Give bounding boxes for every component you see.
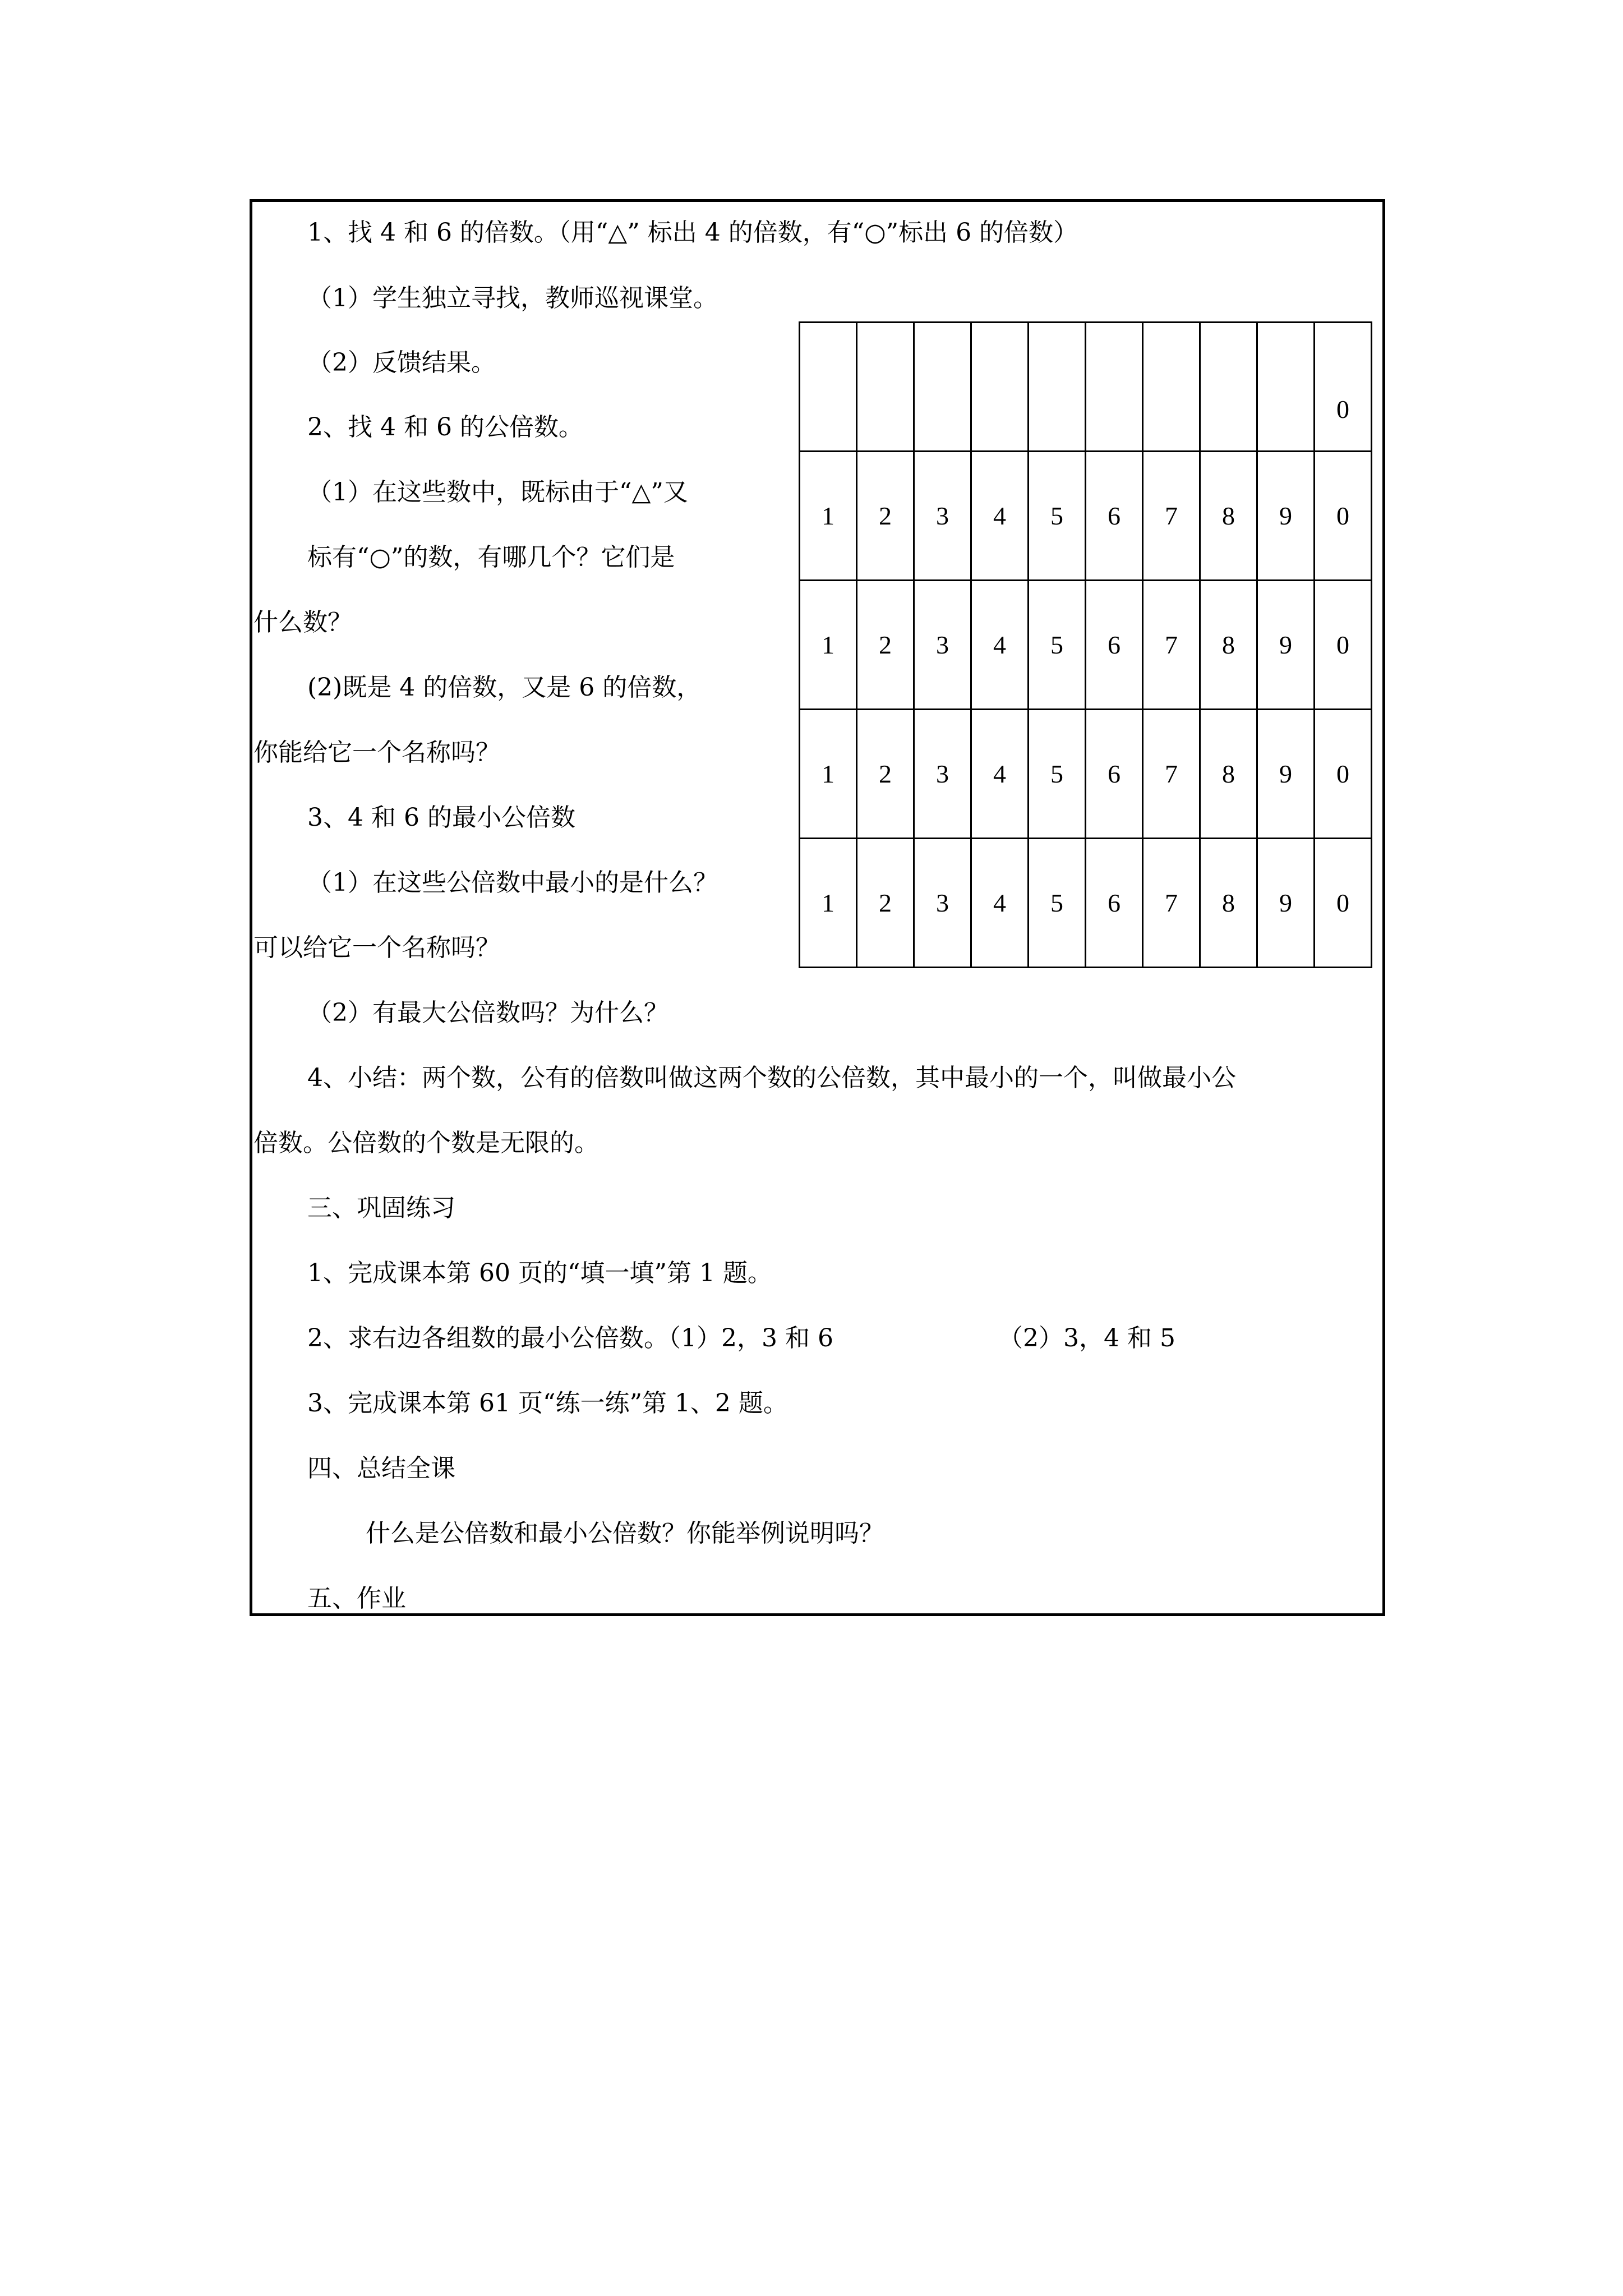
grid-cell: 8 bbox=[1200, 452, 1257, 581]
grid-cell: 1 bbox=[800, 581, 857, 710]
number-grid bbox=[799, 321, 1372, 968]
grid-cell: 5 bbox=[1029, 452, 1086, 581]
step-3-sub-1b: 可以给它一个名称吗？ bbox=[253, 933, 500, 962]
step-1-sub-2: （2）反馈结果。 bbox=[307, 348, 496, 377]
step-2-sub-2b: 你能给它一个名称吗？ bbox=[253, 738, 500, 767]
summary-line-2: 倍数。公倍数的个数是无限的。 bbox=[253, 1129, 599, 1157]
grid-cell: 7 bbox=[1143, 452, 1200, 581]
grid-cell: 3 bbox=[914, 452, 971, 581]
grid-cell: 2 bbox=[857, 710, 914, 839]
grid-row bbox=[800, 452, 1372, 581]
grid-cell: 0 bbox=[1315, 710, 1372, 839]
grid-cell: 2 bbox=[857, 452, 914, 581]
grid-cell: 9 bbox=[1257, 710, 1315, 839]
grid-cell: 3 bbox=[914, 839, 971, 968]
grid-cell: 2 bbox=[857, 839, 914, 968]
grid-cell: 1 bbox=[800, 452, 857, 581]
grid-cell: 6 bbox=[1086, 710, 1143, 839]
grid-cell: 8 bbox=[1200, 710, 1257, 839]
grid-cell: 6 bbox=[1086, 581, 1143, 710]
grid-cell: 1 bbox=[800, 839, 857, 968]
grid-cell: 3 bbox=[914, 581, 971, 710]
grid-cell: 5 bbox=[1029, 839, 1086, 968]
step-2-sub-1c: 什么数？ bbox=[253, 608, 352, 637]
step-2-text: 2、找 4 和 6 的公倍数。 bbox=[307, 413, 583, 441]
grid-cell: 4 bbox=[971, 581, 1029, 710]
grid-row bbox=[800, 323, 1372, 452]
practice-2-part-2: （2）3，4 和 5 bbox=[998, 1324, 1175, 1352]
grid-row bbox=[800, 581, 1372, 710]
grid-cell: 9 bbox=[1257, 581, 1315, 710]
section-summary-heading: 四、总结全课 bbox=[307, 1454, 455, 1483]
grid-cell: 0 bbox=[1315, 452, 1372, 581]
grid-cell bbox=[914, 323, 971, 452]
grid-cell bbox=[1086, 323, 1143, 452]
grid-cell bbox=[800, 323, 857, 452]
step-3-text: 3、4 和 6 的最小公倍数 bbox=[307, 803, 575, 832]
grid-cell: 7 bbox=[1143, 710, 1200, 839]
section-practice-heading: 三、巩固练习 bbox=[307, 1194, 455, 1222]
grid-cell: 5 bbox=[1029, 710, 1086, 839]
grid-cell: 3 bbox=[914, 710, 971, 839]
grid-cell bbox=[971, 323, 1029, 452]
grid-cell: 2 bbox=[857, 581, 914, 710]
step-3-sub-1a: （1）在这些公倍数中最小的是什么？ bbox=[307, 868, 718, 897]
grid-cell bbox=[1200, 323, 1257, 452]
step-2-sub-1b: 标有“○”的数，有哪几个？它们是 bbox=[307, 543, 675, 572]
grid-cell: 5 bbox=[1029, 581, 1086, 710]
practice-1: 1、完成课本第 60 页的“填一填”第 1 题。 bbox=[307, 1259, 772, 1287]
summary-question: 什么是公倍数和最小公倍数？你能举例说明吗？ bbox=[366, 1519, 884, 1548]
grid-cell bbox=[1143, 323, 1200, 452]
grid-cell: 4 bbox=[971, 839, 1029, 968]
grid-cell: 6 bbox=[1086, 839, 1143, 968]
step-2-sub-2a: (2)既是 4 的倍数，又是 6 的倍数， bbox=[307, 673, 702, 702]
step-2-sub-1a: （1）在这些数中，既标由于“△”又 bbox=[307, 478, 688, 507]
grid-cell: 9 bbox=[1257, 452, 1315, 581]
practice-2: 2、求右边各组数的最小公倍数。（1）2，3 和 6 bbox=[307, 1324, 833, 1352]
grid-cell: 0 bbox=[1315, 581, 1372, 710]
practice-3: 3、完成课本第 61 页“练一练”第 1、2 题。 bbox=[307, 1389, 788, 1418]
grid-cell: 6 bbox=[1086, 452, 1143, 581]
grid-cell bbox=[1257, 323, 1315, 452]
grid-cell: 0 bbox=[1315, 323, 1372, 452]
grid-row bbox=[800, 839, 1372, 968]
grid-cell: 4 bbox=[971, 710, 1029, 839]
grid-cell bbox=[1029, 323, 1086, 452]
grid-cell: 0 bbox=[1315, 839, 1372, 968]
step-1-text: 1、找 4 和 6 的倍数。（用“△” 标出 4 的倍数，有“○”标出 6 的倍数） bbox=[307, 218, 1078, 247]
grid-cell: 4 bbox=[971, 452, 1029, 581]
summary-line-1: 4、小结：两个数，公有的倍数叫做这两个数的公倍数，其中最小的一个，叫做最小公 bbox=[307, 1064, 1236, 1092]
section-homework-heading: 五、作业 bbox=[307, 1584, 406, 1613]
step-3-sub-2: （2）有最大公倍数吗？为什么？ bbox=[307, 999, 668, 1027]
grid-row bbox=[800, 710, 1372, 839]
grid-cell: 1 bbox=[800, 710, 857, 839]
grid-cell: 7 bbox=[1143, 839, 1200, 968]
grid-cell: 9 bbox=[1257, 839, 1315, 968]
step-1-sub-1: （1）学生独立寻找，教师巡视课堂。 bbox=[307, 284, 718, 312]
grid-cell: 8 bbox=[1200, 839, 1257, 968]
grid-cell: 8 bbox=[1200, 581, 1257, 710]
grid-cell: 7 bbox=[1143, 581, 1200, 710]
grid-cell bbox=[857, 323, 914, 452]
